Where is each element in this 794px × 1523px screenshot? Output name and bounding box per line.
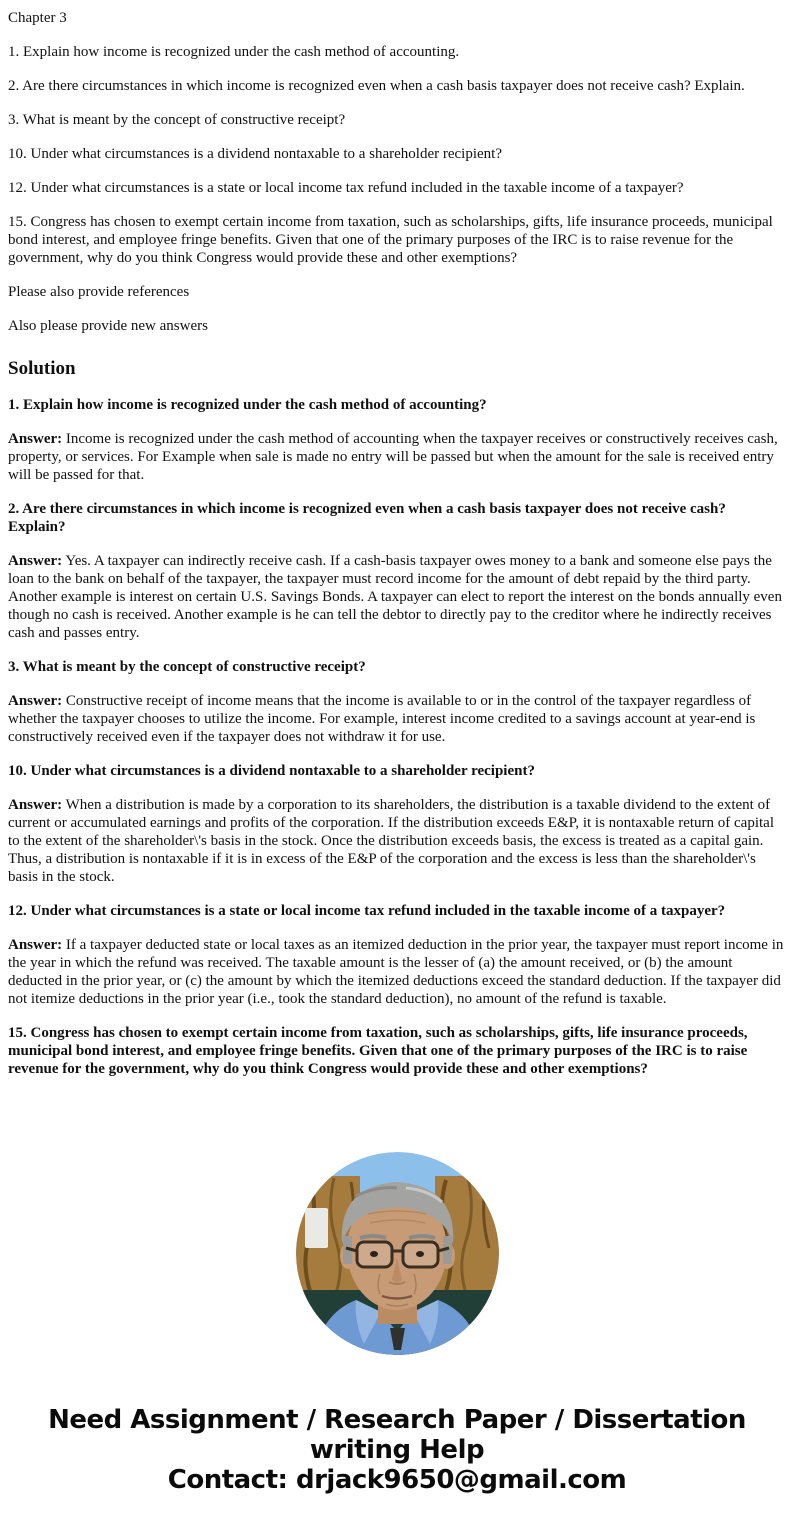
solution-heading: Solution (8, 358, 76, 379)
answer-label: Answer: (8, 553, 63, 569)
avatar-section (0, 1152, 794, 1355)
answer-paragraph-3 (8, 692, 786, 746)
answer-text: When a distribution is made by a corporation to its shareholders, the distribution is a taxable dividend to the extent of current or accumulated earnings and profits of the corporation. If the distribution exceeds E&P, it is nontaxable return of capital to the extent of the shareholder\'s basis in the stock. Once the distribution exceeds basis, the excess is treated as a capital gain. Thus, a distribution is nontaxable if it is in excess of the E&P of the corporation and the excess is less than the shareholder\'s basis in the stock. (8, 797, 775, 885)
answer-text: Yes. A taxpayer can indirectly receive cash. If a cash-basis taxpayer owes money to a bank and someone else pays the loan to the bank on behalf of the taxpayer, the taxpayer must record income for the amount of debt repaid by the third party. Another example is interest on certain U.S. Savings Bonds. A taxpayer can elect to report the interest on the bonds annually even though no cash is received. Another example is he can tell the debtor to directly pay to the creditor where he indirectly receives cash and passes entry. (8, 553, 782, 641)
answer-paragraph-2 (8, 552, 786, 642)
intro-question: 12. Under what circumstances is a state or local income tax refund included in the taxable income of a taxpayer? (8, 180, 684, 196)
answer-text: If a taxpayer deducted state or local taxes as an itemized deduction in the prior year, the taxpayer must report income in the year in which the refund was received. The taxable amount is the lesser of (a) the amount received, or (b) the amount deducted in the prior year, or (c) the amount by which the itemized deductions exceed the standard deduction. If the taxpayer did not itemize deductions in the prior year (i.e., took the standard deduction), no amount of the refund is taxable. (8, 937, 784, 1007)
question-heading-15: 15. Congress has chosen to exempt certain income from taxation, such as scholarships, gifts, life insurance proceeds, municipal bond interest, and employee fringe benefits. Given that one of the primary purposes of the IRC is to raise revenue for the government, why do you think Congress would provide these and other exemptions? (8, 1025, 748, 1077)
photo-switch-plate (305, 1208, 328, 1248)
intro-question: 15. Congress has chosen to exempt certain income from taxation, such as scholarships, gifts, life insurance proceeds, municipal bond interest, and employee fringe benefits. Given that one of the primary purposes of the IRC is to raise revenue for the government, why do you think Congress would provide these and other exemptions? (8, 214, 773, 266)
answer-label: Answer: (8, 937, 63, 953)
intro-question: 10. Under what circumstances is a dividend nontaxable to a shareholder recipient? (8, 146, 502, 162)
tutor-avatar (296, 1152, 499, 1355)
intro-note: Also please provide new answers (8, 318, 208, 334)
footer-banner (11, 1405, 783, 1495)
answer-label: Answer: (8, 797, 63, 813)
answer-label: Answer: (8, 693, 63, 709)
answer-text: Constructive receipt of income means that the income is available to or in the control of the taxpayer regardless of whether the taxpayer chooses to utilize the income. For example, interest income credited to a savings account at year-end is constructively received even if the taxpayer does not withdraw it for use. (8, 693, 756, 745)
intro-question: 2. Are there circumstances in which income is recognized even when a cash basis taxpayer does not receive cash? Explain. (8, 78, 745, 94)
intro-question: 1. Explain how income is recognized under the cash method of accounting. (8, 44, 460, 60)
answer-paragraph-1 (8, 430, 786, 484)
answer-paragraph-12 (8, 936, 786, 1008)
intro-question: 3. What is meant by the concept of constructive receipt? (8, 112, 346, 128)
question-heading-12: 12. Under what circumstances is a state or local income tax refund included in the taxable income of a taxpayer? (8, 903, 726, 919)
question-heading-10: 10. Under what circumstances is a dividend nontaxable to a shareholder recipient? (8, 763, 535, 779)
intro-note: Please also provide references (8, 284, 190, 300)
question-heading-1: 1. Explain how income is recognized under the cash method of accounting? (8, 397, 487, 413)
answer-paragraph-10 (8, 796, 786, 886)
question-heading-2: 2. Are there circumstances in which income is recognized even when a cash basis taxpayer does not receive cash? Explain? (8, 501, 726, 535)
chapter-title: Chapter 3 (8, 10, 67, 26)
answer-label: Answer: (8, 431, 63, 447)
footer-help-text: Need Assignment / Research Paper / Dissertation writing Help (48, 1405, 746, 1465)
footer-contact-email: Contact: drjack9650@gmail.com (167, 1465, 627, 1495)
question-heading-3: 3. What is meant by the concept of constructive receipt? (8, 659, 366, 675)
answer-text: Income is recognized under the cash method of accounting when the taxpayer receives or constructively receives cash, property, or services. For Example when sale is made no entry will be passed but when the amount for the sale is received entry will be passed for that. (8, 431, 778, 483)
